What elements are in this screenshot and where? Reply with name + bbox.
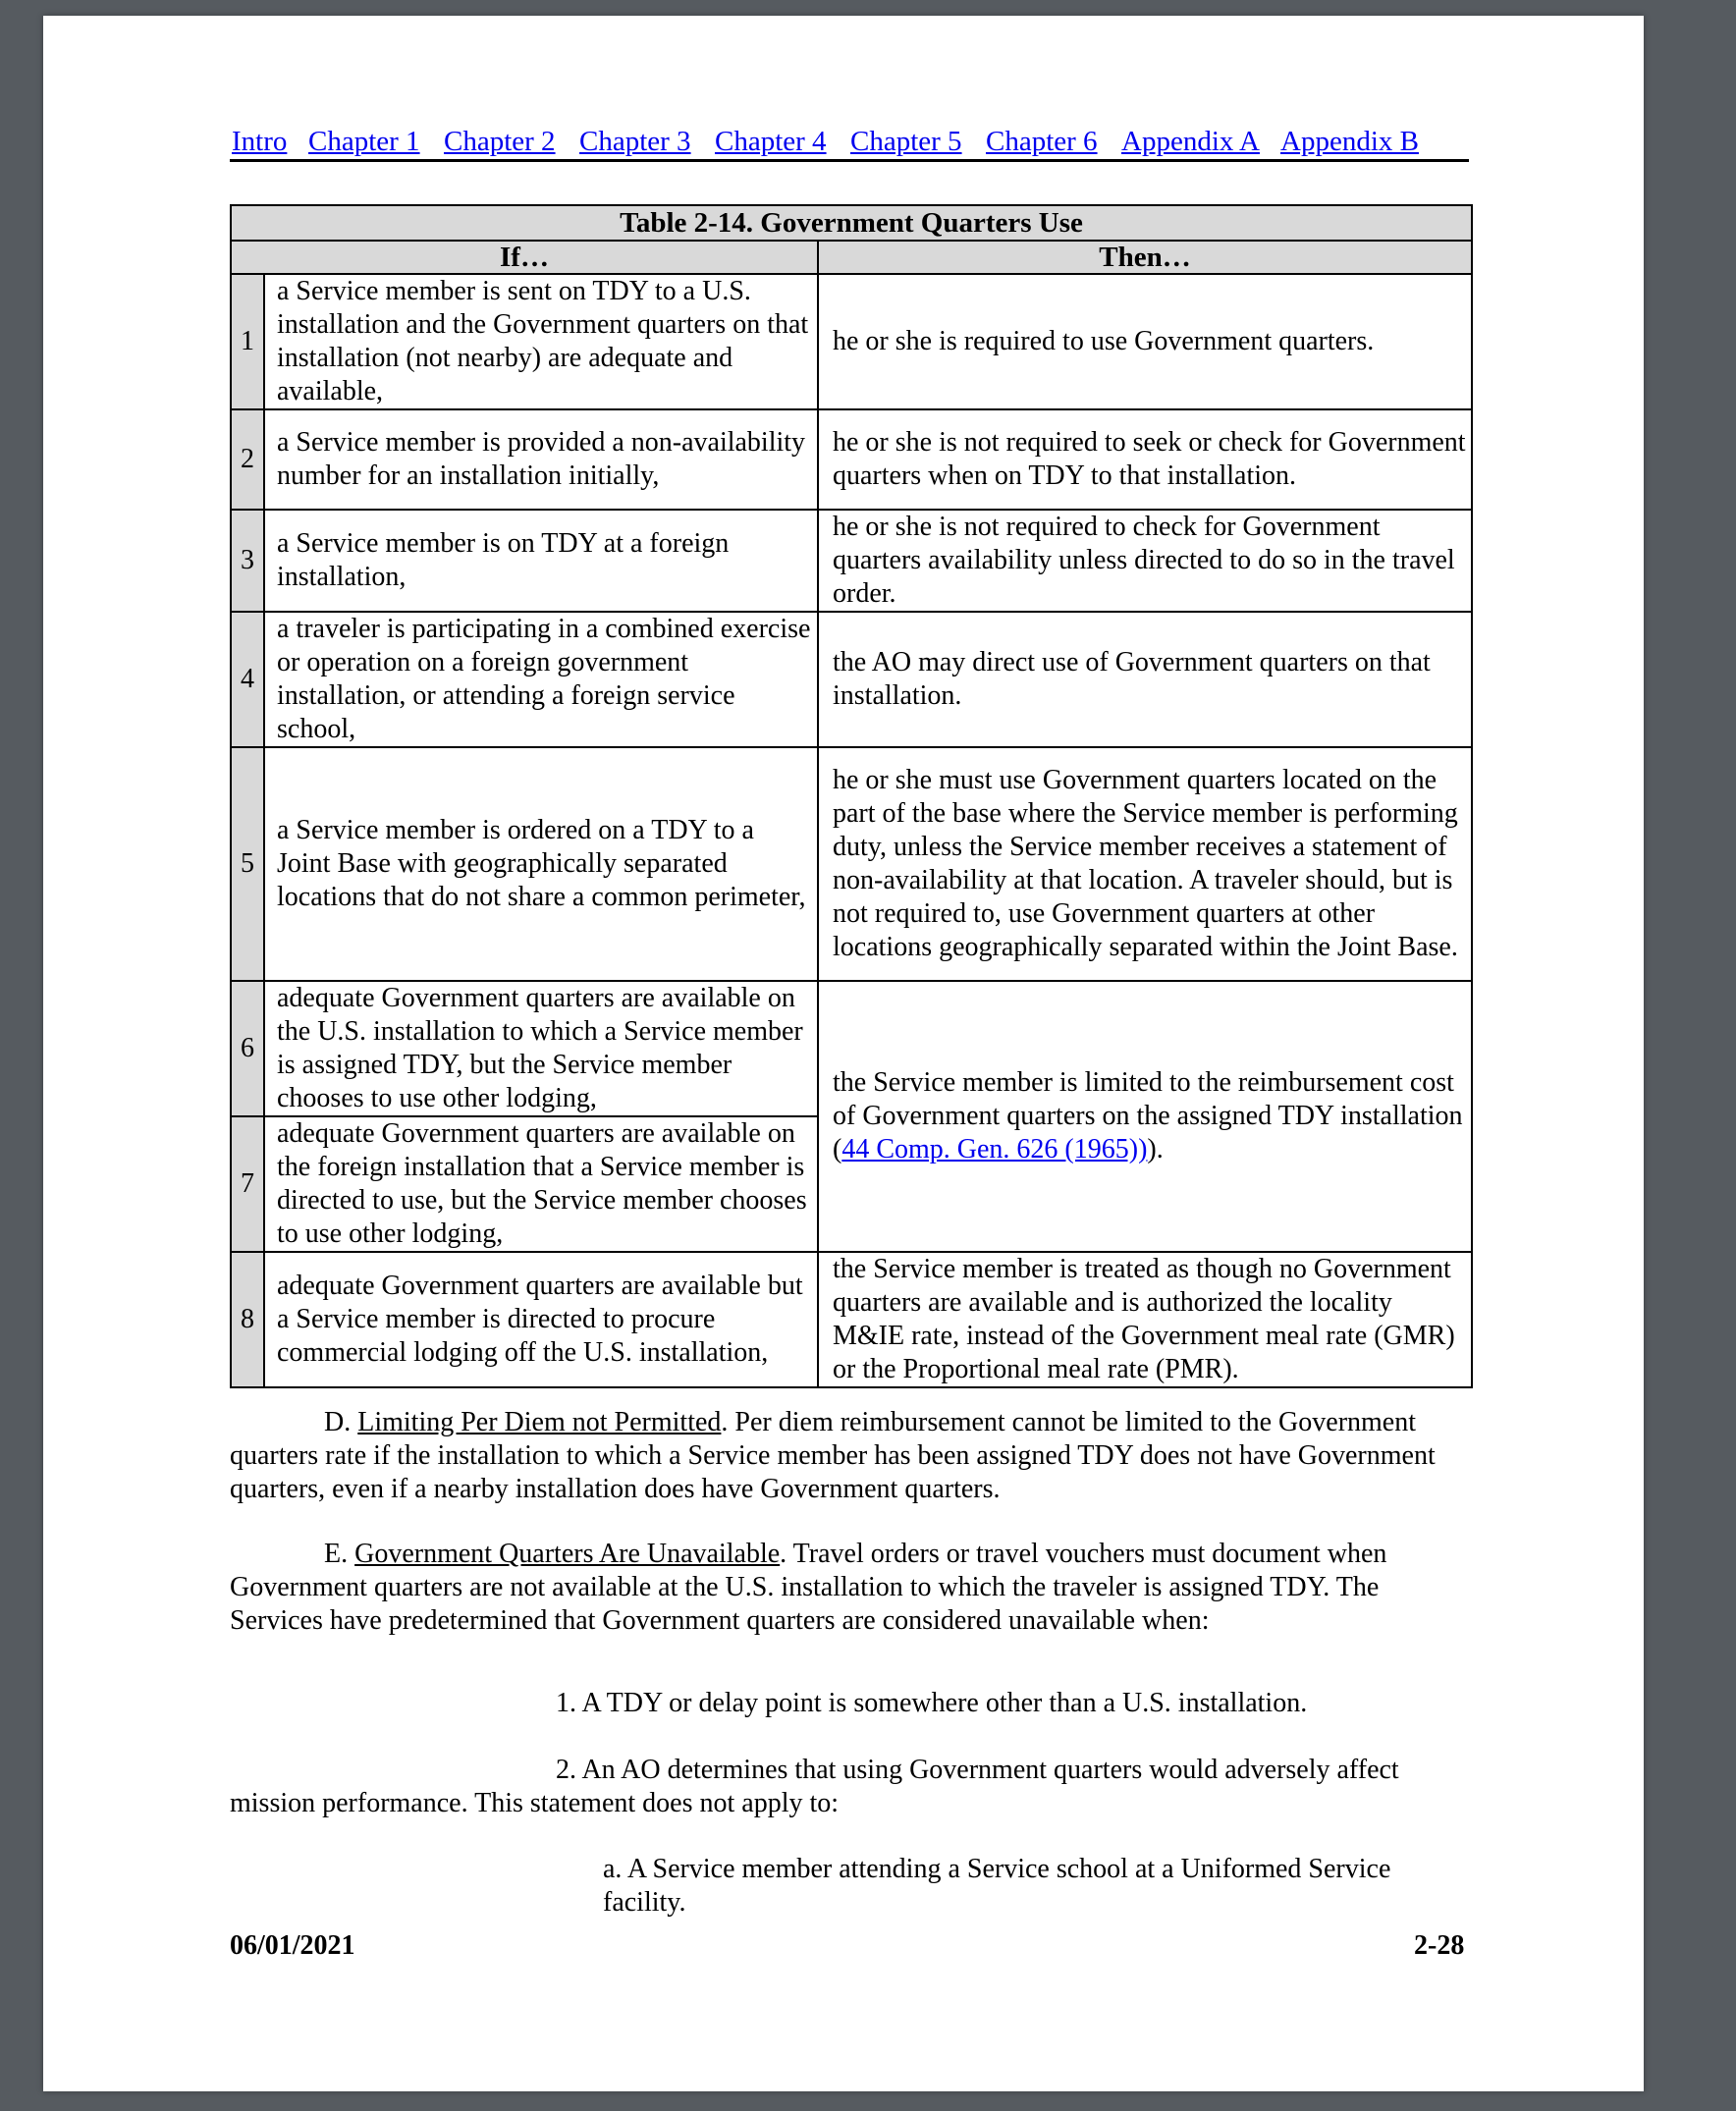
nav-link-chapter-4[interactable]: Chapter 4 [715, 126, 827, 157]
row-number: 8 [231, 1252, 264, 1387]
chapter-nav [230, 126, 1469, 162]
table-title: Table 2-14. Government Quarters Use [231, 205, 1472, 241]
paragraph-e-label: E. [324, 1539, 355, 1569]
row-number: 2 [231, 409, 264, 510]
table-row [231, 981, 1472, 1116]
table-row [231, 274, 1472, 409]
row-number: 6 [231, 981, 264, 1116]
if-cell: adequate Government quarters are available on the U.S. installation to which a Service member is assigned TDY, but the Service member chooses to use other lodging, [264, 981, 818, 1116]
row-number: 1 [231, 274, 264, 409]
table-row [231, 409, 1472, 510]
then-cell: he or she is not required to check for Government quarters availability unless directed to do so in the travel order. [818, 510, 1472, 612]
column-header-then: Then… [818, 241, 1472, 274]
list-item-2: 2. An AO determines that using Government quarters would adversely affect mission performance. This statement does not apply to: [230, 1755, 1399, 1818]
list-item-a: a. A Service member attending a Service school at a Uniformed Service facility. [603, 1854, 1391, 1918]
paragraph-e [230, 1538, 1471, 1638]
row-number: 5 [231, 747, 264, 981]
if-cell: adequate Government quarters are available on the foreign installation that a Service member is directed to use, but the Service member chooses to use other lodging, [264, 1116, 818, 1252]
paragraph-d-label: D. [324, 1407, 358, 1437]
then-cell: he or she is required to use Government quarters. [818, 274, 1472, 409]
if-cell: adequate Government quarters are available but a Service member is directed to procure commercial lodging off the U.S. installation, [264, 1252, 818, 1387]
paragraph-d [230, 1406, 1471, 1506]
then-cell: the AO may direct use of Government quarters on that installation. [818, 612, 1472, 747]
paragraph-e-heading: Government Quarters Are Unavailable [354, 1539, 781, 1569]
nav-link-chapter-1[interactable]: Chapter 1 [308, 126, 420, 157]
row-number: 4 [231, 612, 264, 747]
paragraph-d-heading: Limiting Per Diem not Permitted [357, 1407, 722, 1437]
nav-link-chapter-5[interactable]: Chapter 5 [850, 126, 962, 157]
document-page [43, 16, 1644, 2091]
if-cell: a Service member is sent on TDY to a U.S. installation and the Government quarters on that installation (not nearby) are adequate and available, [264, 274, 818, 409]
table-row [231, 1252, 1472, 1387]
row-number: 7 [231, 1116, 264, 1252]
list-item-1: 1. A TDY or delay point is somewhere other than a U.S. installation. [556, 1688, 1308, 1718]
table-row [231, 612, 1472, 747]
if-cell: a Service member is on TDY at a foreign installation, [264, 510, 818, 612]
if-cell: a traveler is participating in a combined exercise or operation on a foreign government installation, or attending a foreign service school, [264, 612, 818, 747]
paragraph-d-text: . Per diem reimbursement cannot be limited to the Government quarters rate if the installation to which a Service member has been assigned TDY does not have Government quarters, even if a nearby installation does have Government quarters. [230, 1407, 1436, 1504]
comp-gen-citation-link[interactable]: 44 Comp. Gen. 626 (1965)) [841, 1134, 1148, 1164]
then-cell: the Service member is treated as though no Government quarters are available and is authorized the locality M&IE rate, instead of the Government meal rate (GMR) or the Proportional meal rate (PMR). [818, 1252, 1472, 1387]
row-number: 3 [231, 510, 264, 612]
nav-link-appendix-a[interactable]: Appendix A [1121, 126, 1260, 157]
then-cell-rows-6-7 [818, 981, 1472, 1252]
then-cell-text-end: ). [1147, 1134, 1164, 1164]
table-row [231, 747, 1472, 981]
footer-date: 06/01/2021 [230, 1930, 355, 1961]
government-quarters-table [230, 204, 1473, 1388]
footer-page-number: 2-28 [1414, 1930, 1465, 1961]
then-cell-text: the Service member is limited to the reimbursement cost of Government quarters on the assigned TDY installation ( [833, 1067, 1463, 1164]
nav-link-chapter-6[interactable]: Chapter 6 [986, 126, 1098, 157]
nav-link-intro[interactable]: Intro [232, 126, 288, 157]
nav-link-appendix-b[interactable]: Appendix B [1280, 126, 1419, 157]
if-cell: a Service member is provided a non-availability number for an installation initially, [264, 409, 818, 510]
nav-link-chapter-3[interactable]: Chapter 3 [579, 126, 691, 157]
if-cell: a Service member is ordered on a TDY to a Joint Base with geographically separated locations that do not share a common perimeter, [264, 747, 818, 981]
column-header-if: If… [231, 241, 818, 274]
paragraph-e-text: . Travel orders or travel vouchers must document when Government quarters are not available at the U.S. installation to which the traveler is assigned TDY. The Services have predetermined that Government quarters are considered unavailable when: [230, 1539, 1387, 1636]
then-cell: he or she is not required to seek or check for Government quarters when on TDY to that installation. [818, 409, 1472, 510]
nav-link-chapter-2[interactable]: Chapter 2 [444, 126, 556, 157]
then-cell: he or she must use Government quarters located on the part of the base where the Service member is performing duty, unless the Service member receives a statement of non-availability at that location. A traveler should, but is not required to, use Government quarters at other locations geographically separated within the Joint Base. [818, 747, 1472, 981]
table-row [231, 510, 1472, 612]
